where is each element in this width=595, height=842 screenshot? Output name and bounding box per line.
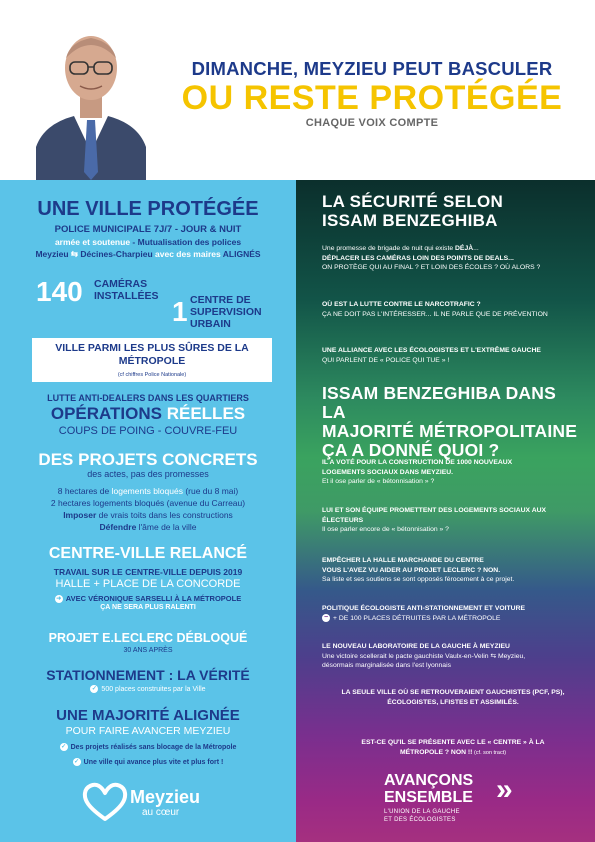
leclerc-sub: 30 ANS APRÈS [123, 647, 173, 654]
right-block-1 [322, 244, 584, 273]
dealers-line: LUTTE ANTI-DEALERS DANS LES QUARTIERS [47, 393, 249, 403]
header-title-line1: DIMANCHE, MEYZIEU PEUT BASCULER [191, 58, 553, 79]
right-question-2: LUI ET SON ÉQUIPE PROMETTENT DES LOGEMENTS SOCIAUX AUX ÉLECTEURS Il ose parler encore de « bétonnisation » ? [322, 507, 547, 533]
safe-city-source: (cf chiffres Police Nationale) [117, 372, 187, 378]
right-heading-2: ISSAM BENZEGHIBA DANS LA MAJORITÉ MÉTROPOLITAINE ÇA A DONNÉ QUOI ? [322, 383, 578, 460]
police-line2: armée et soutenue - Mutualisation des polices [54, 237, 242, 247]
centre-halle: HALLE + PLACE DE LA CONCORDE [55, 578, 241, 590]
block2-line2: ÇA NE DOIT PAS L'INTÉRESSER... IL NE PARLE QUE DE PRÉVENTION [322, 310, 548, 318]
avancons-ensemble-logo: AVANÇONS ENSEMBLE » L'UNION DE LA GAUCHE ET DES ÉCOLOGISTES [384, 772, 513, 823]
minus-icon: − [323, 613, 329, 621]
right-question-4: POLITIQUE ÉCOLOGISTE ANTI-STATIONNEMENT ET VOITURE − + DE 100 PLACES DÉTRUITES PAR LA MÉTROPOLE [322, 605, 526, 622]
police-line: POLICE MUNICIPALE 7J/7 - JOUR & NUIT [54, 224, 242, 235]
right-question-3: EMPÊCHER LA HALLE MARCHANDE DU CENTRE VOUS L'AVEZ VU AIDER AU PROJET LECLERC ? NON. Sa liste et ses soutiens se sont opposés férocement à ce projet. [322, 557, 515, 583]
arrow-right-icon: ➜ [56, 596, 62, 603]
block1-line2: DÉPLACER LES CAMÉRAS LOIN DES POINTS DE DEALS... [322, 254, 514, 262]
project-item-1: 8 hectares de logements bloqués (rue du 8 mai) [57, 486, 239, 496]
majorite-heading: UNE MAJORITÉ ALIGNÉE [56, 707, 240, 724]
centre-work: TRAVAIL SUR LE CENTRE-VILLE DEPUIS 2019 [53, 567, 243, 577]
header-title-line2: OU RESTE PROTÉGÉE [181, 79, 563, 117]
logo-name: Meyzieu [130, 787, 201, 807]
arrows-icon: ⇆ [490, 652, 497, 660]
right-question-5: LE NOUVEAU LABORATOIRE DE LA GAUCHE À MEYZIEU Une victoire scellerait le pacte gauchiste Vaulx-en-Velin ⇆ Meyzieu, désormais marginalisée dans l'est lyonnais [322, 643, 526, 669]
right-question-6: LA SEULE VILLE OÙ SE RETROUVERAIENT GAUCHISTES (PCF, PS), ÉCOLOGISTES, LFISTES ET ASSIMILÉS. [341, 689, 565, 706]
majorite-bullet-2: ✓ Une ville qui avance plus vite et plus fort ! [74, 758, 224, 766]
arrows-icon: ⇆ [70, 249, 79, 259]
block3-line2: QUI PARLENT DE « POLICE QUI TUE » ! [322, 356, 450, 364]
left-heading: UNE VILLE PROTÉGÉE [37, 198, 259, 220]
right-question-7: EST-CE QU'IL SE PRÉSENTE AVEC LE « CENTRE » À LA MÉTROPOLE ? NON !! (cf. son tract) [361, 739, 545, 756]
right-question-1: IL A VOTÉ POUR LA CONSTRUCTION DE 1000 NOUVEAUX LOGEMENTS SOCIAUX DANS MEYZIEU. Et il ose parler de « bétonnisation » ? [322, 459, 513, 485]
centre-heading: CENTRE-VILLE RELANCÉ [48, 545, 248, 562]
project-item-2: 2 hectares logements bloqués (avenue du Carreau) [50, 498, 246, 508]
check-icon: ✓ [91, 686, 97, 692]
majorite-sub: POUR FAIRE AVANCER MEYZIEU [65, 725, 231, 737]
centre-ralenti: ÇA NE SERA PLUS RALENTI [100, 604, 196, 611]
centre-label: CENTRE DE SUPERVISION URBAIN [190, 294, 262, 330]
heart-logo-icon [82, 782, 128, 822]
stationnement-heading: STATIONNEMENT : LA VÉRITÉ [46, 667, 250, 683]
project-item-4: Défendre l'âme de la ville [99, 522, 197, 532]
logo-sub: au cœur [142, 807, 180, 818]
safe-city-text: VILLE PARMI LES PLUS SÛRES DE LA MÉTROPOLE [55, 342, 249, 367]
block2-line1: OÙ EST LA LUTTE CONTRE LE NARCOTRAFIC ? [322, 301, 481, 308]
projects-sub: des actes, pas des promesses [87, 469, 209, 479]
right-heading: LA SÉCURITÉ SELON ISSAM BENZEGHIBA [322, 192, 504, 230]
majorite-bullet-1: ✓ Des projets réalisés sans blocage de la Métropole [61, 743, 237, 751]
safe-city-box [32, 338, 272, 382]
header-subtitle: CHAQUE VOIX COMPTE [305, 117, 439, 129]
right-block-2 [322, 300, 584, 319]
right-block-3 [322, 346, 584, 365]
centre-number: 1 [172, 296, 188, 327]
block3-line1: UNE ALLIANCE AVEC LES ÉCOLOGISTES ET L'EXTRÊME GAUCHE [322, 347, 541, 354]
chevrons-icon: » [496, 773, 513, 806]
candidate-portrait [36, 12, 146, 180]
project-item-3: Imposer de vrais toits dans les constructions [63, 510, 233, 520]
cameras-label: CAMÉRAS INSTALLÉES [94, 278, 159, 302]
check-icon: ✓ [61, 744, 67, 750]
stationnement-sub: ✓ 500 places construites par la Ville [91, 685, 206, 693]
leclerc-heading: PROJET E.LECLERC DÉBLOQUÉ [48, 631, 248, 645]
police-line3: Meyzieu ⇆ Décines-Charpieu avec des maires ALIGNÉS [35, 249, 261, 259]
meyzieu-logo [82, 780, 232, 824]
header [0, 0, 595, 180]
centre-sarselli: ➜ AVEC VÉRONIQUE SARSELLI À LA MÉTROPOLE [56, 594, 242, 603]
block1-line1: Une promesse de brigade de nuit qui existe DÉJÀ... [322, 245, 479, 252]
block1-line3: ON PROTÈGE QUI AU FINAL ? ET LOIN DES ÉCOLES ? OÙ ALORS ? [322, 264, 541, 271]
cameras-number: 140 [36, 276, 83, 307]
operations-line: OPÉRATIONS RÉELLES [50, 404, 246, 423]
left-panel [0, 180, 296, 842]
projects-heading: DES PROJETS CONCRETS [38, 450, 258, 469]
coups-line: COUPS DE POING - COUVRE-FEU [58, 425, 238, 437]
right-panel [296, 180, 595, 842]
check-icon: ✓ [74, 759, 80, 765]
